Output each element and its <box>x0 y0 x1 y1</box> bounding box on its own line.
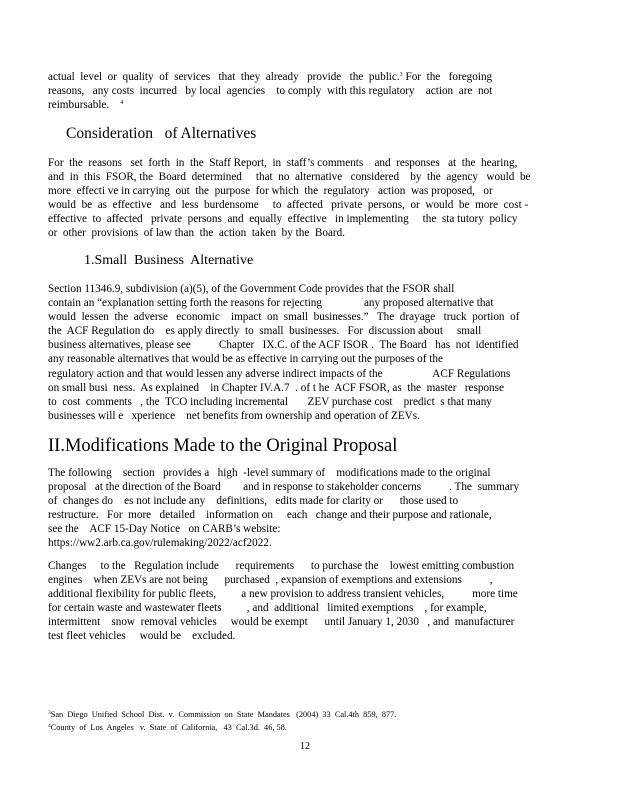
url-link[interactable]: https://ww2.arb.ca.gov/rulemaking/2022/acf2022. <box>48 537 272 550</box>
intro-paragraph <box>48 70 566 112</box>
small-business-paragraph <box>48 282 566 423</box>
intro-line-3: reimbursable. $^4$ <box>48 99 124 112</box>
alternatives-paragraph <box>48 156 566 241</box>
section-heading-small-business: 1.Small Business Alternative <box>84 253 254 268</box>
text-line: or other provisions of law than the action taken by the Board. <box>48 227 346 240</box>
text-line: and in this FSOR, the Board determined that no alternative considered by the agency would be <box>48 171 531 184</box>
page-number: 12 <box>300 741 310 752</box>
text-line: would be as effective and less burdensome to affected private persons, or would be more cost - <box>48 199 529 212</box>
intro-line-2: reasons, any costs incurred by local agencies to comply with this regulatory action are not <box>48 85 493 98</box>
text-line: on small busi ness. As explained in Chapter IV.A.7 . of t he ACF FSOR, as the master response <box>48 381 504 394</box>
footnote-text: San Diego Unified School Dist. v. Commission on State Mandates (2004) 33 Cal.4th 859, 877. <box>50 710 397 719</box>
text-line: engines when ZEVs are not being purchased , expansion of exemptions and extensions , <box>48 574 493 587</box>
footnote-ref-4[interactable]: 4 <box>120 100 124 107</box>
text-line: Changes to the Regulation include requirements to purchase the lowest emitting combustion <box>48 560 515 572</box>
text-line: the ACF Regulation do es apply directly to small businesses. For discussion about small <box>48 325 482 338</box>
text-line: would lessen the adverse economic impact on small businesses.” The drayage truck portion of <box>48 311 520 324</box>
footnote-4 <box>48 722 568 735</box>
footnote-text: County of Los Angeles v. State of California, 43 Cal.3d. 46, 58. <box>50 722 287 732</box>
text-line: Section 11346.9, subdivision (a)(5), of the Government Code provides that the FSOR shall <box>48 283 455 295</box>
section-heading-modifications: II.Modifications Made to the Original Proposal <box>48 436 398 456</box>
modifications-paragraph-2 <box>48 559 566 644</box>
footnote-3 <box>48 709 568 722</box>
text-line: intermittent snow removal vehicles would be exempt until January 1, 2030 , and manufacturer <box>48 616 515 629</box>
text-line: more effecti ve in carrying out the purpose for which the regulatory action was proposed, or <box>48 185 493 198</box>
text-line: additional flexibility for public fleets, a new provision to address transient vehicles, more time <box>48 588 518 601</box>
text-line: The following section provides a high -level summary of modifications made to the original <box>48 467 491 479</box>
intro-line-1: actual level or quality of services that they already provide the public.$^3$ For the foregoing <box>48 71 493 83</box>
text-line: test fleet vehicles would be excluded. <box>48 630 236 643</box>
text-line: regulatory action and that would lessen any adverse indirect impacts of the ACF Regulations <box>48 367 511 380</box>
text-line: proposal at the direction of the Board and in response to stakeholder concerns . The summary <box>48 481 520 494</box>
section-heading-alternatives: Consideration of Alternatives <box>66 125 257 142</box>
text-line: business alternatives, please see Chapter IX.C. of the ACF ISOR . The Board has not identified <box>48 339 519 352</box>
text-line: any reasonable alternatives that would be as effective in carrying out the purposes of the <box>48 353 443 366</box>
text-line: to cost comments , the TCO including incremental ZEV purchase cost predict s that many <box>48 395 492 408</box>
text-line: effective to affected private persons and equally effective in implementing the sta tutory policy <box>48 213 518 226</box>
text-line: see the ACF 15-Day Notice on CARB’s website: <box>48 523 281 536</box>
text-line: of changes do es not include any definitions, edits made for clarity or those used to <box>48 495 459 508</box>
footnote-ref-3[interactable]: 3 <box>399 72 403 78</box>
text-line: for certain waste and wastewater fleets , and additional limited exemptions , for example, <box>48 602 487 615</box>
text-line: businesses will e xperience net benefits from ownership and operation of ZEVs. <box>48 409 420 422</box>
text-line: restructure. For more detailed information on each change and their purpose and rationale, <box>48 509 492 522</box>
footnote-mark: 3 <box>48 710 51 716</box>
text-line: For the reasons set forth in the Staff Report, in staff’s comments and responses at the hearing, <box>48 157 518 169</box>
text-line: contain an “explanation setting forth the reasons for rejecting any proposed alternative that <box>48 297 494 310</box>
footnotes <box>48 709 568 734</box>
footnote-mark: 4 <box>48 722 51 729</box>
modifications-paragraph-1 <box>48 466 566 551</box>
